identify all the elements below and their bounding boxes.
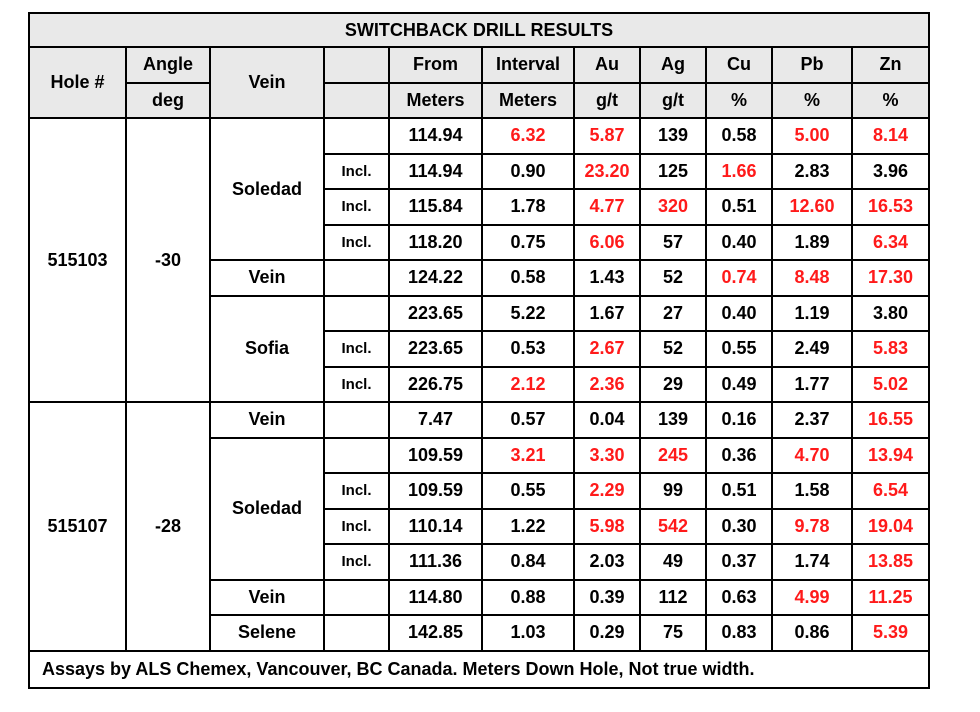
from-cell: 110.14 xyxy=(389,509,482,545)
from-cell: 142.85 xyxy=(389,615,482,651)
header-zn-unit: % xyxy=(852,83,929,119)
ag-cell: 29 xyxy=(640,367,706,403)
from-cell: 114.94 xyxy=(389,154,482,190)
cu-cell: 0.36 xyxy=(706,438,772,474)
au-cell: 0.29 xyxy=(574,615,640,651)
zn-cell: 3.96 xyxy=(852,154,929,190)
incl-cell: Incl. xyxy=(324,367,389,403)
au-cell: 5.87 xyxy=(574,118,640,154)
ag-cell: 27 xyxy=(640,296,706,332)
vein-cell: Vein xyxy=(210,580,324,616)
from-cell: 109.59 xyxy=(389,473,482,509)
zn-cell: 17.30 xyxy=(852,260,929,296)
cu-cell: 0.49 xyxy=(706,367,772,403)
vein-cell: Soledad xyxy=(210,438,324,580)
zn-cell: 8.14 xyxy=(852,118,929,154)
incl-cell: Incl. xyxy=(324,473,389,509)
vein-cell: Selene xyxy=(210,615,324,651)
zn-cell: 16.55 xyxy=(852,402,929,438)
angle-cell: -28 xyxy=(126,402,210,651)
table-row xyxy=(29,118,929,154)
ag-cell: 75 xyxy=(640,615,706,651)
pb-cell: 4.99 xyxy=(772,580,852,616)
incl-cell xyxy=(324,260,389,296)
pb-cell: 5.00 xyxy=(772,118,852,154)
zn-cell: 19.04 xyxy=(852,509,929,545)
cu-cell: 0.63 xyxy=(706,580,772,616)
ag-cell: 125 xyxy=(640,154,706,190)
ag-cell: 52 xyxy=(640,260,706,296)
from-cell: 118.20 xyxy=(389,225,482,261)
header-pb: Pb xyxy=(772,47,852,83)
pb-cell: 0.86 xyxy=(772,615,852,651)
pb-cell: 2.37 xyxy=(772,402,852,438)
pb-cell: 1.74 xyxy=(772,544,852,580)
pb-cell: 1.19 xyxy=(772,296,852,332)
cu-cell: 0.55 xyxy=(706,331,772,367)
from-cell: 111.36 xyxy=(389,544,482,580)
cu-cell: 0.16 xyxy=(706,402,772,438)
zn-cell: 5.02 xyxy=(852,367,929,403)
from-cell: 115.84 xyxy=(389,189,482,225)
interval-cell: 5.22 xyxy=(482,296,574,332)
cu-cell: 0.30 xyxy=(706,509,772,545)
pb-cell: 1.58 xyxy=(772,473,852,509)
cu-cell: 1.66 xyxy=(706,154,772,190)
au-cell: 0.39 xyxy=(574,580,640,616)
au-cell: 2.03 xyxy=(574,544,640,580)
header-angle-unit: deg xyxy=(126,83,210,119)
from-cell: 223.65 xyxy=(389,296,482,332)
zn-cell: 5.83 xyxy=(852,331,929,367)
header-incl-blank-2 xyxy=(324,83,389,119)
table-row xyxy=(29,402,929,438)
incl-cell: Incl. xyxy=(324,154,389,190)
drill-results-table xyxy=(28,12,930,689)
zn-cell: 13.85 xyxy=(852,544,929,580)
angle-cell: -30 xyxy=(126,118,210,402)
cu-cell: 0.83 xyxy=(706,615,772,651)
cu-cell: 0.51 xyxy=(706,473,772,509)
incl-cell: Incl. xyxy=(324,331,389,367)
zn-cell: 11.25 xyxy=(852,580,929,616)
cu-cell: 0.51 xyxy=(706,189,772,225)
interval-cell: 6.32 xyxy=(482,118,574,154)
au-cell: 2.29 xyxy=(574,473,640,509)
interval-cell: 0.75 xyxy=(482,225,574,261)
interval-cell: 0.58 xyxy=(482,260,574,296)
vein-cell: Soledad xyxy=(210,118,324,260)
au-cell: 2.67 xyxy=(574,331,640,367)
header-zn: Zn xyxy=(852,47,929,83)
incl-cell: Incl. xyxy=(324,189,389,225)
pb-cell: 1.89 xyxy=(772,225,852,261)
incl-cell: Incl. xyxy=(324,544,389,580)
vein-cell: Sofia xyxy=(210,296,324,403)
header-au-unit: g/t xyxy=(574,83,640,119)
au-cell: 1.67 xyxy=(574,296,640,332)
from-cell: 226.75 xyxy=(389,367,482,403)
footnote: Assays by ALS Chemex, Vancouver, BC Canada. Meters Down Hole, Not true width. xyxy=(29,651,929,688)
au-cell: 23.20 xyxy=(574,154,640,190)
interval-cell: 1.22 xyxy=(482,509,574,545)
ag-cell: 112 xyxy=(640,580,706,616)
incl-cell xyxy=(324,438,389,474)
pb-cell: 1.77 xyxy=(772,367,852,403)
interval-cell: 3.21 xyxy=(482,438,574,474)
au-cell: 2.36 xyxy=(574,367,640,403)
header-angle: Angle xyxy=(126,47,210,83)
ag-cell: 49 xyxy=(640,544,706,580)
cu-cell: 0.40 xyxy=(706,296,772,332)
header-cu: Cu xyxy=(706,47,772,83)
ag-cell: 245 xyxy=(640,438,706,474)
pb-cell: 2.49 xyxy=(772,331,852,367)
ag-cell: 542 xyxy=(640,509,706,545)
ag-cell: 139 xyxy=(640,402,706,438)
au-cell: 0.04 xyxy=(574,402,640,438)
hole-number-cell: 515103 xyxy=(29,118,126,402)
vein-cell: Vein xyxy=(210,402,324,438)
zn-cell: 6.54 xyxy=(852,473,929,509)
interval-cell: 0.88 xyxy=(482,580,574,616)
from-cell: 7.47 xyxy=(389,402,482,438)
interval-cell: 0.53 xyxy=(482,331,574,367)
pb-cell: 9.78 xyxy=(772,509,852,545)
from-cell: 114.94 xyxy=(389,118,482,154)
from-cell: 124.22 xyxy=(389,260,482,296)
header-from: From xyxy=(389,47,482,83)
pb-cell: 8.48 xyxy=(772,260,852,296)
zn-cell: 13.94 xyxy=(852,438,929,474)
zn-cell: 5.39 xyxy=(852,615,929,651)
zn-cell: 6.34 xyxy=(852,225,929,261)
cu-cell: 0.40 xyxy=(706,225,772,261)
ag-cell: 139 xyxy=(640,118,706,154)
header-cu-unit: % xyxy=(706,83,772,119)
from-cell: 109.59 xyxy=(389,438,482,474)
au-cell: 1.43 xyxy=(574,260,640,296)
header-vein: Vein xyxy=(210,47,324,118)
au-cell: 5.98 xyxy=(574,509,640,545)
zn-cell: 16.53 xyxy=(852,189,929,225)
ag-cell: 52 xyxy=(640,331,706,367)
pb-cell: 4.70 xyxy=(772,438,852,474)
interval-cell: 0.57 xyxy=(482,402,574,438)
header-interval-unit: Meters xyxy=(482,83,574,119)
header-ag-unit: g/t xyxy=(640,83,706,119)
incl-cell: Incl. xyxy=(324,509,389,545)
header-incl-blank xyxy=(324,47,389,83)
interval-cell: 0.90 xyxy=(482,154,574,190)
ag-cell: 99 xyxy=(640,473,706,509)
incl-cell: Incl. xyxy=(324,225,389,261)
incl-cell xyxy=(324,580,389,616)
ag-cell: 320 xyxy=(640,189,706,225)
incl-cell xyxy=(324,615,389,651)
cu-cell: 0.37 xyxy=(706,544,772,580)
zn-cell: 3.80 xyxy=(852,296,929,332)
header-ag: Ag xyxy=(640,47,706,83)
incl-cell xyxy=(324,402,389,438)
header-hole: Hole # xyxy=(29,47,126,118)
interval-cell: 0.55 xyxy=(482,473,574,509)
from-cell: 223.65 xyxy=(389,331,482,367)
header-pb-unit: % xyxy=(772,83,852,119)
au-cell: 3.30 xyxy=(574,438,640,474)
interval-cell: 1.78 xyxy=(482,189,574,225)
hole-number-cell: 515107 xyxy=(29,402,126,651)
interval-cell: 2.12 xyxy=(482,367,574,403)
vein-cell: Vein xyxy=(210,260,324,296)
interval-cell: 0.84 xyxy=(482,544,574,580)
header-au: Au xyxy=(574,47,640,83)
incl-cell xyxy=(324,296,389,332)
header-interval: Interval xyxy=(482,47,574,83)
au-cell: 4.77 xyxy=(574,189,640,225)
ag-cell: 57 xyxy=(640,225,706,261)
interval-cell: 1.03 xyxy=(482,615,574,651)
pb-cell: 2.83 xyxy=(772,154,852,190)
cu-cell: 0.58 xyxy=(706,118,772,154)
table-title: SWITCHBACK DRILL RESULTS xyxy=(29,13,929,47)
au-cell: 6.06 xyxy=(574,225,640,261)
header-from-unit: Meters xyxy=(389,83,482,119)
pb-cell: 12.60 xyxy=(772,189,852,225)
cu-cell: 0.74 xyxy=(706,260,772,296)
incl-cell xyxy=(324,118,389,154)
from-cell: 114.80 xyxy=(389,580,482,616)
